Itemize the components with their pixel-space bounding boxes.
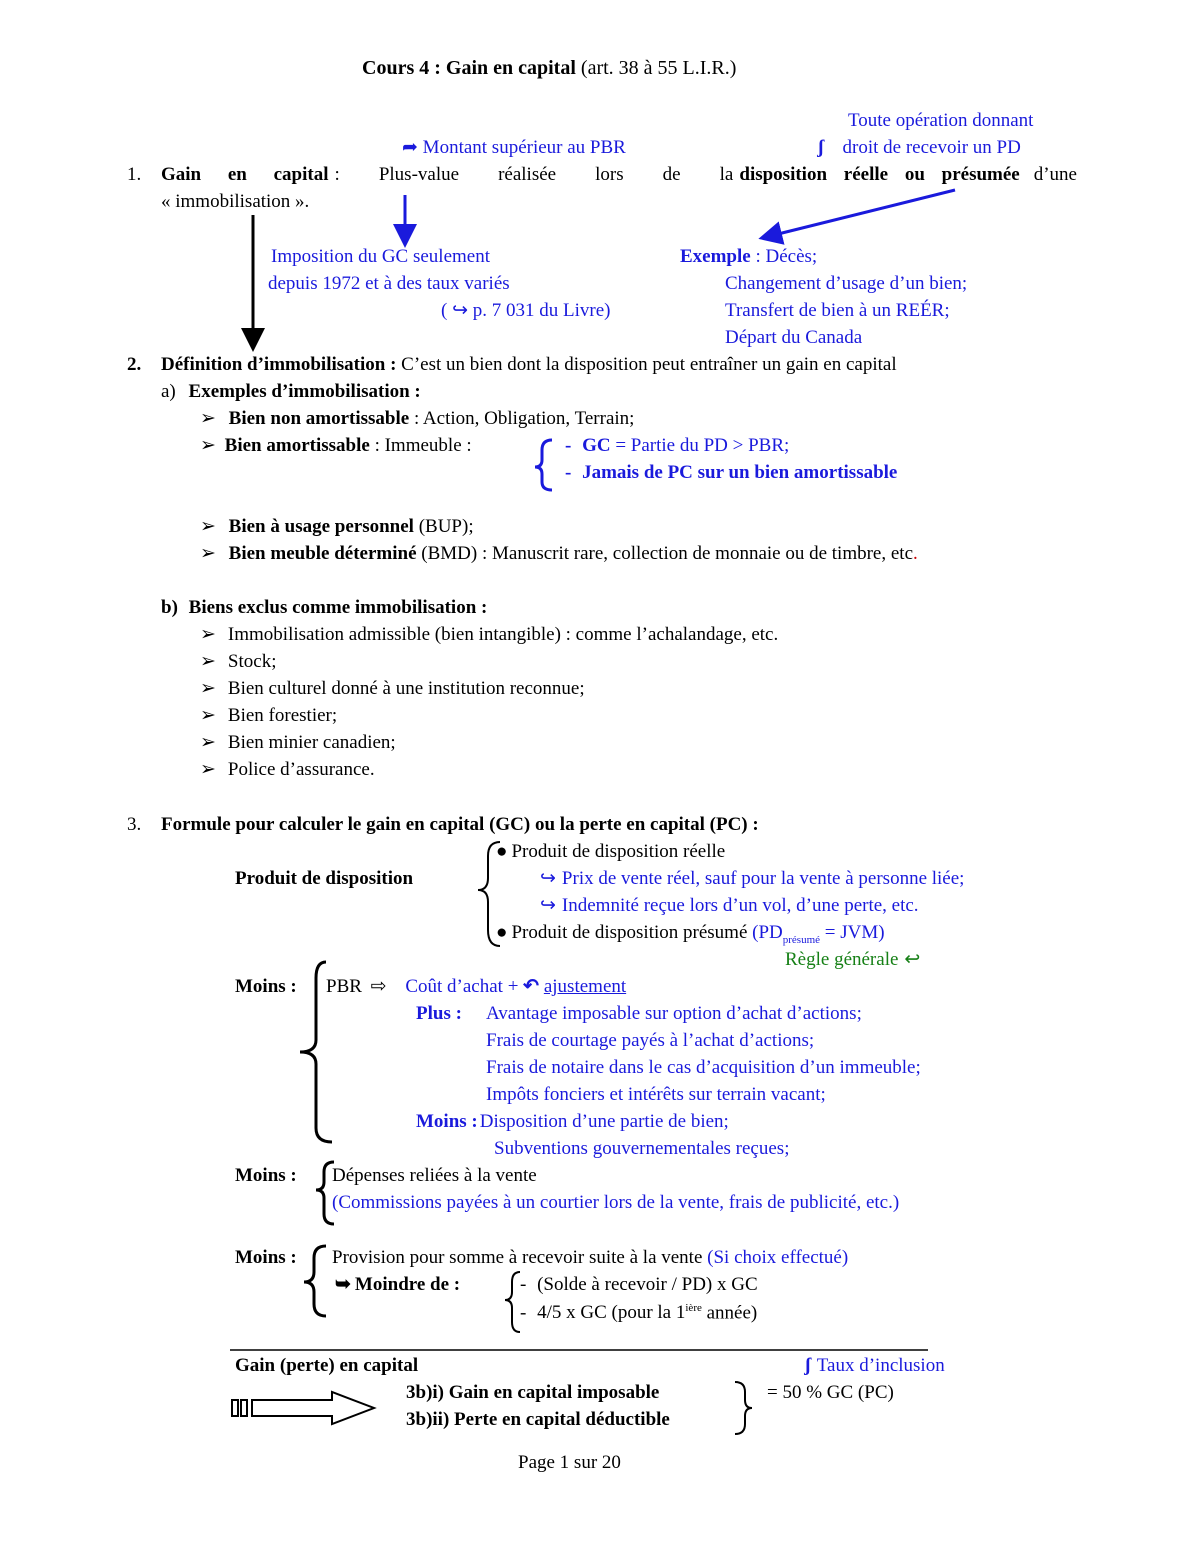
hook-arrow-icon: ʃ bbox=[818, 137, 824, 158]
note-montant-pbr: ➦ Montant supérieur au PBR bbox=[402, 137, 626, 158]
note-exemple: Exemple : Décès; bbox=[680, 246, 818, 267]
taux-inclusion: ʃ Taux d’inclusion bbox=[805, 1355, 945, 1376]
note-exemple-3: Transfert de bien à un REÉR; bbox=[725, 300, 950, 321]
s3-title: Formule pour calculer le gain en capital (GC) ou la perte en capital (PC) : bbox=[161, 814, 759, 835]
s2-number: 2. bbox=[127, 354, 142, 375]
note-toute-operation-1: Toute opération donnant bbox=[848, 110, 1034, 131]
s1-def-start: : Plus-value réalisée lors de la bbox=[334, 164, 734, 185]
bullet-dot-icon: ● bbox=[496, 841, 508, 862]
brace-moindre bbox=[505, 1272, 520, 1332]
depenses-2: (Commissions payées à un courtier lors de la vente, frais de publicité, etc.) bbox=[332, 1192, 900, 1213]
arrow-right-icon: ➥ bbox=[335, 1274, 351, 1295]
s2b-heading: b) Biens exclus comme immobilisation : bbox=[161, 597, 488, 618]
result-50: = 50 % GC (PC) bbox=[767, 1382, 894, 1403]
bullet-arrow-icon: ➢ bbox=[200, 651, 216, 672]
title-ref: (art. 38 à 55 L.I.R.) bbox=[580, 57, 737, 79]
brace-provision bbox=[304, 1246, 326, 1316]
s1-term: Gain en capital bbox=[161, 164, 329, 185]
loop-arrow-icon: ↶ bbox=[523, 976, 540, 997]
perte-deductible: 3b)ii) Perte en capital déductible bbox=[406, 1409, 670, 1430]
bullet-arrow-icon: ➢ bbox=[200, 516, 216, 537]
pd-reelle: ● Produit de disposition réelle bbox=[496, 841, 726, 862]
brace-pbr bbox=[300, 962, 332, 1142]
list-item: ➢ Immobilisation admissible (bien intangible) : comme l’achalandage, etc. bbox=[200, 624, 779, 645]
list-item: ➢ Bien meuble déterminé (BMD) : Manuscrit rare, collection de monnaie ou de timbre, etc. bbox=[200, 543, 918, 564]
note-exemple-2: Changement d’usage d’un bien; bbox=[725, 273, 968, 294]
provision-line: Provision pour somme à recevoir suite à la vente (Si choix effectué) bbox=[332, 1247, 849, 1268]
bullet-arrow-icon: ➢ bbox=[200, 678, 216, 699]
bullet-arrow-icon: ➢ bbox=[200, 408, 216, 429]
outline-arrow-icon bbox=[232, 1392, 374, 1424]
arrow-diagonal-blue bbox=[770, 190, 955, 236]
arrow-outline-icon: ⇨ bbox=[370, 976, 387, 997]
note-imposition-2: depuis 1972 et à des taux variés bbox=[268, 273, 510, 294]
s1-line2: « immobilisation ». bbox=[161, 191, 310, 212]
hook-arrow-icon: ʃ bbox=[805, 1355, 811, 1376]
moins2-item: Subventions gouvernementales reçues; bbox=[494, 1138, 790, 1159]
note-toute-operation-2: ʃ droit de recevoir un PD bbox=[818, 137, 1021, 158]
bullet-arrow-icon: ➢ bbox=[200, 435, 216, 456]
pbr-line: PBR ⇨ Coût d’achat + ↶ ajustement bbox=[326, 976, 627, 997]
plus-item: Impôts fonciers et intérêts sur terrain vacant; bbox=[486, 1084, 826, 1105]
list-item: ➢ Bien amortissable : Immeuble : bbox=[200, 435, 472, 456]
list-item: ➢ Bien forestier; bbox=[200, 705, 338, 726]
pd-indemnite: ↪ Indemnité reçue lors d’un vol, d’une perte, etc. bbox=[540, 895, 919, 916]
moindre-2: - 4/5 x GC (pour la $1^{ière}$ année) bbox=[520, 1302, 758, 1324]
s3-number: 3. bbox=[127, 814, 142, 835]
plus-item: Frais de courtage payés à l’achat d’actions; bbox=[486, 1030, 815, 1051]
list-item: ➢ Bien minier canadien; bbox=[200, 732, 396, 753]
arrow-right-icon: ↪ bbox=[540, 895, 556, 916]
gain-imposable: 3b)i) Gain en capital imposable bbox=[406, 1382, 660, 1403]
moins2-line: Moins : Disposition d’une partie de bien; bbox=[416, 1111, 729, 1132]
brace-amortissable bbox=[535, 440, 552, 490]
moins-label-3: Moins : bbox=[235, 1247, 297, 1268]
moins-label-1: Moins : bbox=[235, 976, 297, 997]
gain-label: Gain (perte) en capital bbox=[235, 1355, 419, 1376]
moindre-label: ➥ Moindre de : bbox=[335, 1274, 461, 1295]
pd-label: Produit de disposition bbox=[235, 868, 414, 889]
depenses-1: Dépenses reliées à la vente bbox=[332, 1165, 537, 1186]
plus-label: Plus : bbox=[416, 1003, 462, 1024]
amort-line-1: - GC = Partie du PD > PBR; bbox=[565, 435, 790, 456]
curved-arrow-icon: ➦ bbox=[402, 137, 418, 158]
pd-prix: ↪ Prix de vente réel, sauf pour la vente à personne liée; bbox=[540, 868, 965, 889]
s2-term: Définition d’immobilisation : bbox=[161, 354, 397, 375]
arrow-right-icon: ↪ bbox=[452, 300, 468, 321]
regle-generale: Règle générale ↩ bbox=[785, 949, 921, 970]
list-item: ➢ Bien non amortissable : Action, Obligation, Terrain; bbox=[200, 408, 635, 429]
moindre-1: - (Solde à recevoir / PD) x GC bbox=[520, 1274, 758, 1295]
s2-def: C’est un bien dont la disposition peut entraîner un gain en capital bbox=[396, 354, 897, 375]
brace-produit bbox=[478, 842, 500, 946]
note-imposition-1: Imposition du GC seulement bbox=[271, 246, 491, 267]
s2a-heading: a) Exemples d’immobilisation : bbox=[161, 381, 421, 402]
amort-line-2: - Jamais de PC sur un bien amortissable bbox=[565, 462, 898, 483]
brace-depenses bbox=[316, 1162, 334, 1224]
bullet-arrow-icon: ➢ bbox=[200, 624, 216, 645]
page-number: Page 1 sur 20 bbox=[518, 1452, 621, 1473]
bullet-arrow-icon: ➢ bbox=[200, 759, 216, 780]
moins-label-2: Moins : bbox=[235, 1165, 297, 1186]
bullet-arrow-icon: ➢ bbox=[200, 705, 216, 726]
note-imposition-3: ( ↪ p. 7 031 du Livre) bbox=[441, 300, 611, 321]
s1-def-end: d’une bbox=[1033, 164, 1077, 185]
pd-presume: ● Produit de disposition présumé $(PD_{présumé} = JVM)$ bbox=[496, 922, 885, 946]
bullet-arrow-icon: ➢ bbox=[200, 543, 216, 564]
arrow-right-icon: ↪ bbox=[540, 868, 556, 889]
s1-def-bold: disposition réelle ou présumée bbox=[739, 164, 1020, 185]
bullet-arrow-icon: ➢ bbox=[200, 732, 216, 753]
list-item: ➢ Police d’assurance. bbox=[200, 759, 375, 780]
list-item: ➢ Bien culturel donné à une institution reconnue; bbox=[200, 678, 585, 699]
list-item: ➢ Stock; bbox=[200, 651, 277, 672]
plus-item: Avantage imposable sur option d’achat d’actions; bbox=[486, 1003, 862, 1024]
list-item: ➢ Bien à usage personnel (BUP); bbox=[200, 516, 474, 537]
brace-3b bbox=[735, 1382, 752, 1434]
note-exemple-4: Départ du Canada bbox=[725, 327, 863, 348]
title-bold: Cours 4 : Gain en capital bbox=[362, 57, 576, 79]
return-arrow-icon: ↩ bbox=[904, 949, 921, 970]
plus-item: Frais de notaire dans le cas d’acquisition d’un immeuble; bbox=[486, 1057, 921, 1078]
s1-number: 1. bbox=[127, 164, 142, 185]
bullet-dot-icon: ● bbox=[496, 922, 508, 943]
